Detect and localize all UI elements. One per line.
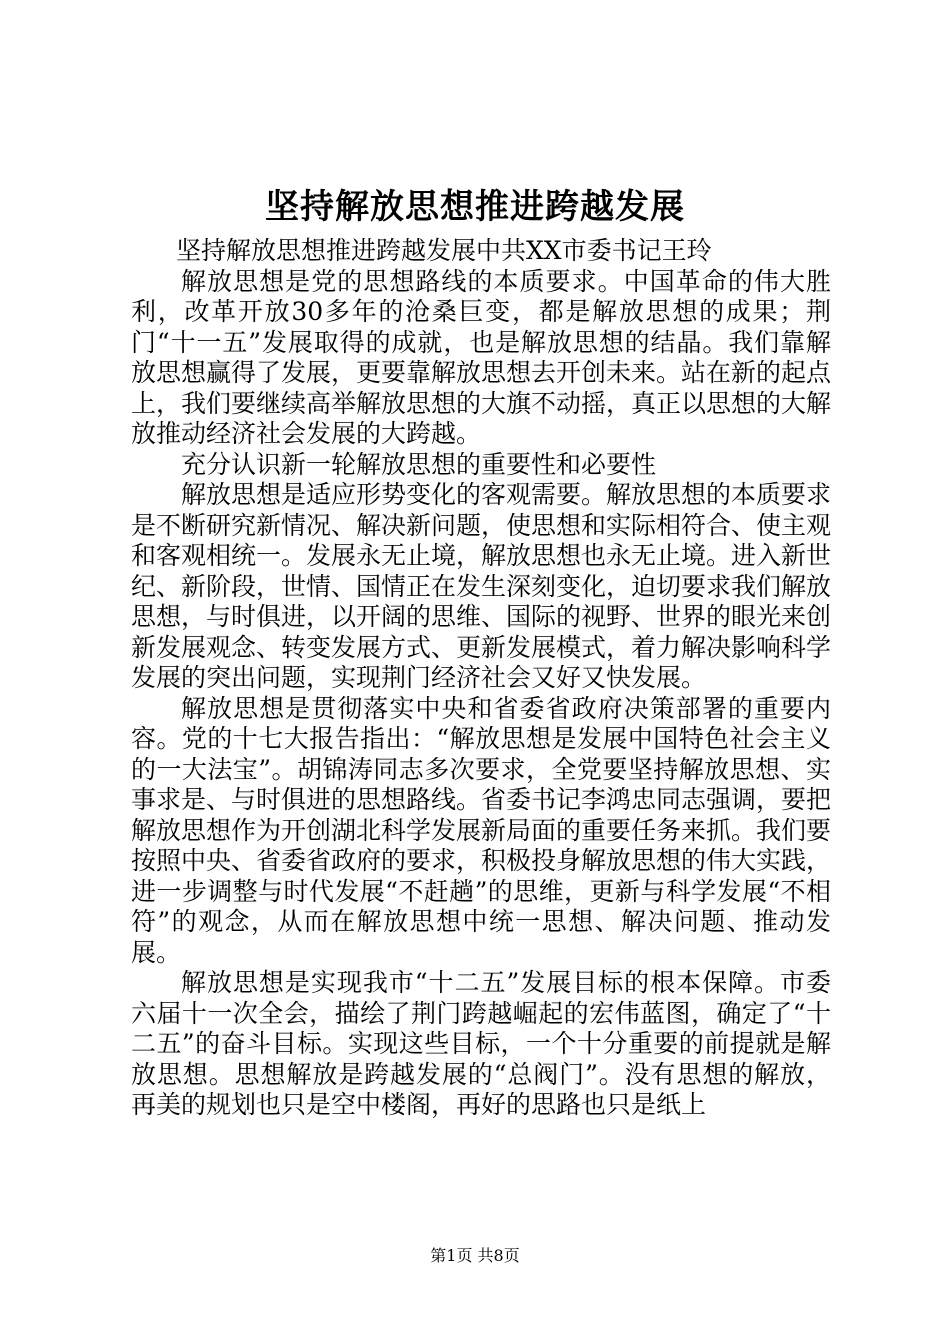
paragraph-situation: 解放思想是适应形势变化的客观需要。解放思想的本质要求是不断研究新情况、解决新问题，使思想和实际相符合、使主观和客观相统一。发展永无止境，解放思想也永无止境。进入新世纪、新阶段，世情、国情正在发生深刻变化，迫切要求我们解放思想，与时俱进，以开阔的思维、国际的视野、世界的眼光来创新发展观念、转变发展方式、更新发展模式，着力解决影响科学发展的突出问题，实现荆门经济社会又好又快发展。 [131, 480, 832, 692]
paragraph-intro: 解放思想是党的思想路线的本质要求。中国革命的伟大胜利，改革开放30多年的沧桑巨变，都是解放思想的成果；荆门“十一五”发展取得的成就，也是解放思想的结晶。我们靠解放思想赢得了发展，更要靠解放思想去开创未来。站在新的起点上，我们要继续高举解放思想的大旗不动摇，真正以思想的大解放推动经济社会发展的大跨越。 [131, 266, 832, 448]
document-subtitle: 坚持解放思想推进跨越发展中共XX市委书记王玲 [176, 236, 712, 265]
document-body [131, 236, 831, 1121]
paragraph-goals: 解放思想是实现我市“十二五”发展目标的根本保障。市委六届十一次全会，描绘了荆门跨越崛起的宏伟蓝图，确定了“十二五”的奋斗目标。实现这些目标，一个十分重要的前提就是解放思想。思想解放是跨越发展的“总阀门”。没有思想的解放，再美的规划也只是空中楼阁，再好的思路也只是纸上 [131, 968, 831, 1119]
page-number-footer: 第1页 共8页 [430, 1246, 520, 1265]
document-title: 坚持解放思想推进跨越发展 [265, 187, 685, 227]
section-heading: 充分认识新一轮解放思想的重要性和必要性 [181, 449, 657, 479]
paragraph-policy: 解放思想是贯彻落实中央和省委省政府决策部署的重要内容。党的十七大报告指出：“解放思想是发展中国特色社会主义的一大法宝”。胡锦涛同志多次要求，全党要坚持解放思想、实事求是、与时俱进的思想路线。省委书记李鸿忠同志强调，要把解放思想作为开创湖北科学发展新局面的重要任务来抓。我们要按照中央、省委省政府的要求，积极投身解放思想的伟大实践，进一步调整与时代发展“不赶趟”的思维，更新与科学发展“不相符”的观念，从而在解放思想中统一思想、解决问题、推动发展。 [131, 693, 832, 967]
